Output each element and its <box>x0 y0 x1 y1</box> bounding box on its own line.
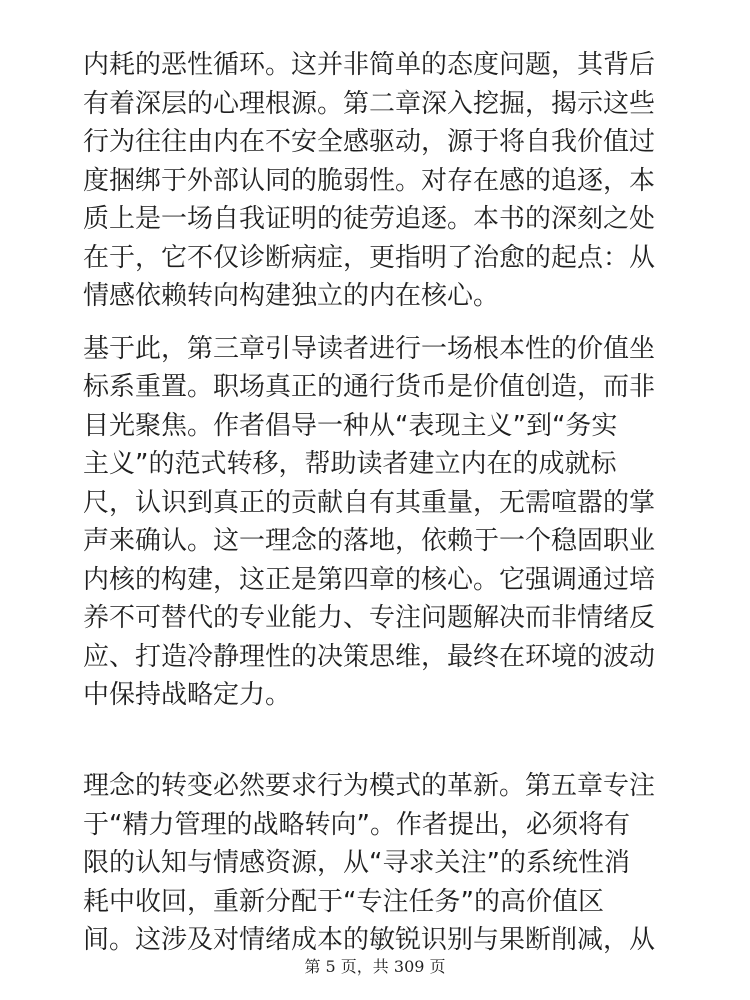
paragraph <box>83 767 679 960</box>
text-line: 理念的转变必然要求行为模式的革新。第五章专注 <box>83 771 656 801</box>
paragraph-spacer <box>83 753 679 767</box>
text-line: 应、打造冷静理性的决策思维，最终在环境的波动 <box>83 641 656 672</box>
text-line: 中保持战略定力。 <box>83 680 292 710</box>
text-line: 声来确认。这一理念的落地，依赖于一个稳固职业 <box>83 526 656 556</box>
text-line: 目光聚焦。作者倡导一种从“表现主义”到“务实 <box>83 410 618 441</box>
text-line: 耗中收回，重新分配于“专注任务”的高价值区 <box>83 886 604 917</box>
text-line: 于“精力管理的战略转向”。作者提出，必须将有 <box>83 809 630 840</box>
text-line: 内核的构建，这正是第四章的核心。它强调通过培 <box>83 564 656 595</box>
text-line: 行为往往由内在不安全感驱动，源于将自我价值过 <box>83 127 656 157</box>
text-line: 间。这涉及对情绪成本的敏锐识别与果断削减，从 <box>83 925 656 955</box>
text-line: 尺，认识到真正的贡献自有其重量，无需喧嚣的掌 <box>83 487 656 518</box>
text-line: 养不可替代的专业能力、专注问题解决而非情绪反 <box>83 603 656 633</box>
text-line: 限的认知与情感资源，从“寻求关注”的系统性消 <box>83 848 630 878</box>
text-line: 标系重置。职场真正的通行货币是价值创造，而非 <box>83 372 656 402</box>
text-line: 情感依赖转向构建独立的内在核心。 <box>83 281 500 311</box>
paragraph-spacer <box>83 316 679 330</box>
text-line: 内耗的恶性循环。这并非简单的态度问题，其背后 <box>83 50 656 80</box>
page-number-footer: 第 5 页，共 309 页 <box>304 957 446 976</box>
text-line: 在于，它不仅诊断病症，更指明了治愈的起点：从 <box>83 242 656 273</box>
text-line <box>83 715 679 754</box>
text-line: 度捆绑于外部认同的脆弱性。对存在感的追逐，本 <box>83 165 656 196</box>
paragraph <box>83 46 679 316</box>
paragraph <box>83 330 679 754</box>
text-line: 质上是一场自我证明的徒劳追逐。本书的深刻之处 <box>83 204 656 234</box>
text-line: 主义”的范式转移，帮助读者建立内在的成就标 <box>83 449 617 479</box>
text-line: 基于此，第三章引导读者进行一场根本性的价值坐 <box>83 333 656 364</box>
text-line: 有着深层的心理根源。第二章深入挖掘，揭示这些 <box>83 88 656 119</box>
body-text <box>83 46 679 960</box>
